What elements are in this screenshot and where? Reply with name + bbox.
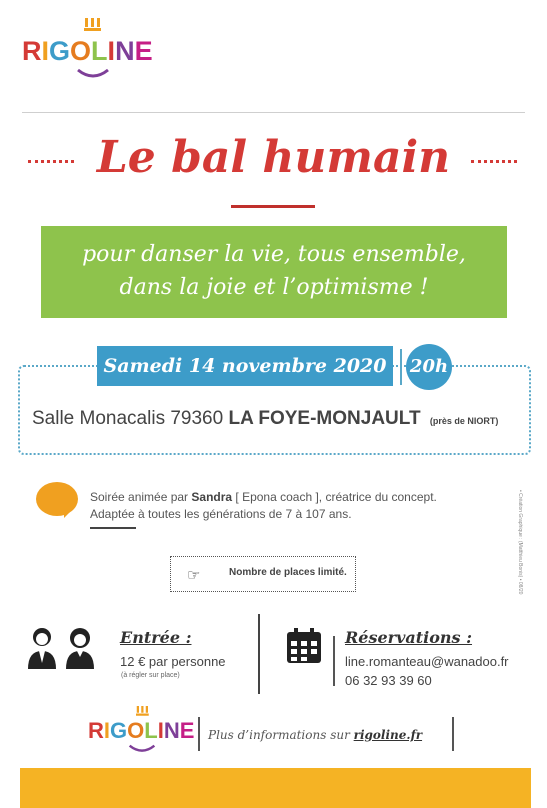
page-title: Le bal humain <box>96 132 451 183</box>
info-separator <box>258 614 260 694</box>
animator-name: Sandra <box>191 490 233 504</box>
reservations-email[interactable]: line.romanteau@wanadoo.fr <box>345 654 509 669</box>
tagline-line: pour danser la vie, tous ensemble, <box>82 242 466 267</box>
entree-title: Entrée : <box>120 628 192 647</box>
event-time: 20h <box>406 344 452 390</box>
footer-separator <box>452 717 454 751</box>
logo-letter: R <box>88 718 104 743</box>
logo-letter: E <box>134 36 153 66</box>
footer-site-link[interactable]: rigoline.fr <box>353 728 423 742</box>
resa-rule <box>333 636 335 686</box>
logo-letter: O <box>127 718 145 743</box>
calendar-icon <box>286 628 322 664</box>
logo-letter: N <box>115 36 135 66</box>
footer-text <box>208 728 422 742</box>
logo-letter: L <box>144 718 158 743</box>
reservations-title: Réservations : <box>345 628 473 647</box>
rigoline-logo <box>22 36 153 67</box>
credit <box>517 490 533 620</box>
venue-near: (près de NIORT) <box>429 416 499 426</box>
logo-letter: E <box>179 718 195 743</box>
date-separator <box>400 349 402 385</box>
logo-letter: O <box>70 36 92 66</box>
pointing-hand-icon: ☞ <box>187 567 201 584</box>
desc-text: [ Epona coach ], créatrice du concept. <box>232 490 437 504</box>
desc-line2: Adaptée à toutes les générations de 7 à 107 ans. <box>90 507 352 521</box>
logo-letter: N <box>163 718 180 743</box>
desc-text: Soirée animée par <box>90 490 192 504</box>
venue-city: LA FOYE-MONJAULT <box>228 408 421 429</box>
dots-right <box>471 160 517 164</box>
description <box>90 489 437 523</box>
speech-bubble-icon <box>36 482 78 516</box>
places-note: Nombre de places limité. <box>229 567 347 578</box>
title-underline <box>231 205 315 208</box>
logo-letter: G <box>49 36 71 66</box>
venue-line <box>32 408 498 430</box>
reservations-phone[interactable]: 06 32 93 39 60 <box>345 673 432 688</box>
entree-note: (à régler sur place) <box>121 672 180 679</box>
tagline-line: dans la joie et l’optimisme ! <box>119 275 429 300</box>
desc-underline <box>90 527 136 529</box>
title-row <box>0 132 547 192</box>
logo-letter: I <box>107 36 116 66</box>
footer-separator <box>198 717 200 751</box>
tagline-box <box>41 226 507 318</box>
logo-smile-icon <box>76 68 110 80</box>
logo-sun-icon <box>82 18 102 34</box>
credit-text: • Création Graphique : (Matthieu Bonis) • 08/20 <box>517 490 523 595</box>
event-date: Samedi 14 novembre 2020 <box>97 346 393 386</box>
footer-label: Plus d’informations sur <box>208 728 354 742</box>
logo-sun-icon <box>134 706 150 718</box>
logo-letter: I <box>103 718 111 743</box>
places-note-box <box>170 556 356 592</box>
logo-smile-icon <box>128 744 156 754</box>
logo-letter: G <box>110 718 128 743</box>
logo-letter: L <box>91 36 108 66</box>
logo-letter: R <box>22 36 42 66</box>
logo-letter: I <box>41 36 50 66</box>
header-divider <box>22 112 525 113</box>
rigoline-logo-footer <box>88 718 194 744</box>
footer-band <box>20 768 531 808</box>
venue-name: Salle Monacalis 79360 <box>32 408 224 429</box>
entree-price: 12 € par personne <box>120 654 226 669</box>
people-icon <box>26 627 98 669</box>
logo-letter: I <box>157 718 164 743</box>
